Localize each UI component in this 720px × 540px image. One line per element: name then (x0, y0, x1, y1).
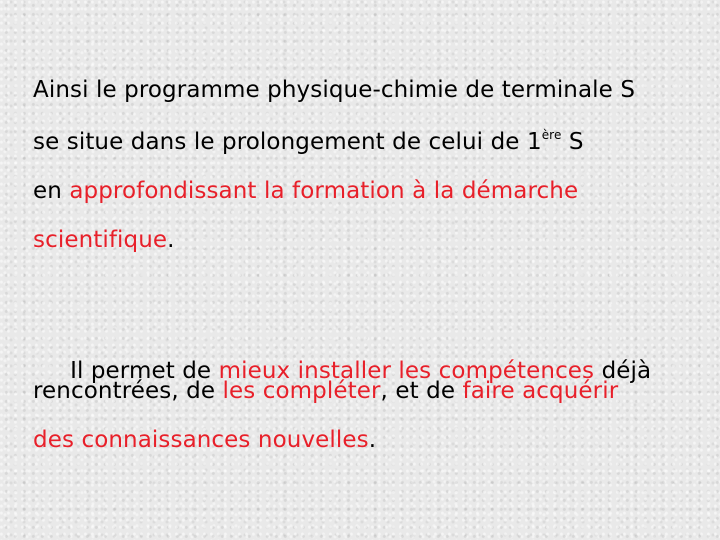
p2-line3-highlight: des connaissances nouvelles (33, 427, 369, 453)
p2-line3-period: . (368, 427, 377, 453)
p2-line3 (33, 425, 376, 455)
p1-line3 (33, 176, 578, 206)
p2-line2 (33, 376, 618, 406)
p2-line2-highlight2: faire acquérir (462, 378, 619, 404)
p2-line2-text: rencontrées, de (33, 378, 223, 404)
p1-line2 (33, 127, 584, 157)
p1-line4 (33, 225, 175, 255)
p1-line3-highlight: approfondissant la formation à la démarche (69, 178, 579, 204)
p1-line4-period: . (167, 227, 175, 253)
p1-line1-text: Ainsi le programme physique-chimie de terminale S (33, 77, 636, 103)
p2-line2-highlight1: les compléter (222, 378, 381, 404)
p2-line2-middle: , et de (380, 378, 463, 404)
p1-line1 (33, 75, 635, 105)
p2-line1-end: déjà (594, 358, 652, 384)
p1-line2-text: se situe dans le prolongement de celui de 1 (33, 129, 542, 155)
ordinal-superscript: ère (541, 128, 562, 142)
p2-line1-text: Il permet de (62, 358, 219, 384)
p1-line3-text: en (33, 178, 70, 204)
p2-line1-highlight: mieux installer les compétences (218, 358, 595, 384)
p1-line4-highlight: scientifique (33, 227, 168, 253)
p1-line2-end: S (561, 129, 584, 155)
